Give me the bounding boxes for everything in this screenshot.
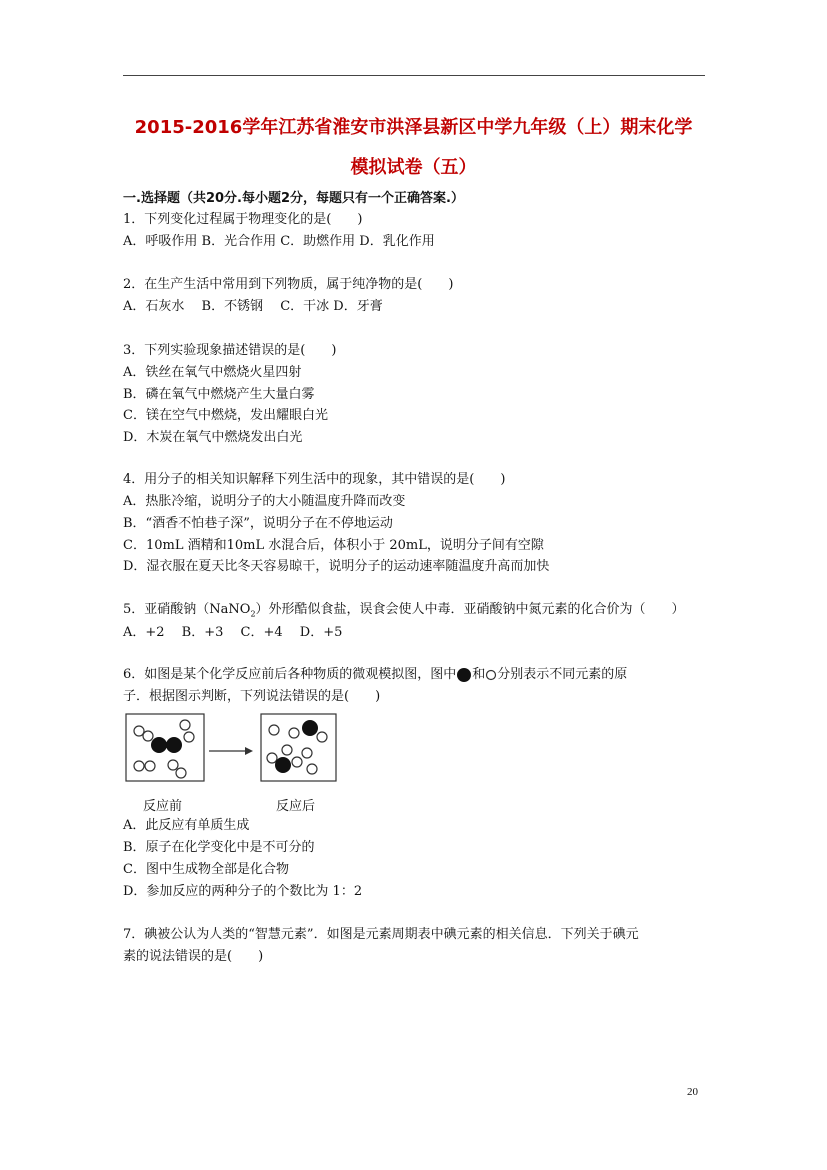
q6-stem-pre: 6．如图是某个化学反应前后各种物质的微观模拟图，图中 (123, 667, 457, 682)
caption-before-reaction: 反应前 (143, 799, 183, 814)
q5-stem (123, 601, 685, 624)
q3-stem: 3．下列实验现象描述错误的是( ) (123, 343, 337, 358)
q5-stem-sub: 2 (250, 609, 256, 619)
q1-stem: 1．下列变化过程属于物理变化的是( ) (123, 212, 363, 227)
q3-option-b: B．磷在氧气中燃烧产生大量白雾 (123, 387, 315, 402)
q6-option-d: D．参加反应的两种分子的个数比为 1：2 (123, 884, 363, 899)
q4-option-a: A．热胀冷缩，说明分子的大小随温度升降而改变 (123, 494, 406, 509)
header-rule (123, 75, 705, 76)
page-title: 2015-2016学年江苏省淮安市洪泽县新区中学九年级（上）期末化学 (134, 117, 693, 138)
q5-stem-post: ）外形酷似食盐，误食会使人中毒．亚硝酸钠中氮元素的化合价为（ ） (255, 602, 685, 617)
before-reaction-box (126, 714, 204, 781)
q4-option-c: C．10mL 酒精和10mL 水混合后，体积小于 20mL，说明分子间有空隙 (123, 538, 544, 553)
q3-option-d: D．木炭在氧气中燃烧发出白光 (123, 430, 303, 445)
q4-stem: 4．用分子的相关知识解释下列生活中的现象，其中错误的是( ) (123, 472, 506, 487)
q6-stem-line1 (123, 666, 627, 684)
q4-option-d: D．湿衣服在夏天比冬天容易晾干，说明分子的运动速率随温度升高而加快 (123, 559, 550, 574)
q6-option-a: A．此反应有单质生成 (123, 818, 250, 833)
q2-options: A．石灰水 B．不锈钢 C．干冰 D．牙膏 (123, 299, 383, 314)
reaction-diagram (125, 713, 345, 785)
q6-stem-mid: 和 (472, 667, 486, 682)
q5-stem-pre: 5．亚硝酸钠（NaNO (123, 602, 251, 617)
q1-options: A．呼吸作用 B．光合作用 C．助燃作用 D．乳化作用 (123, 234, 435, 249)
white-atom-icon (485, 669, 497, 681)
black-atom-icon (456, 667, 472, 683)
q3-option-c: C．镁在空气中燃烧，发出耀眼白光 (123, 408, 328, 423)
q2-stem: 2．在生产生活中常用到下列物质，属于纯净物的是( ) (123, 277, 454, 292)
caption-after-reaction: 反应后 (276, 799, 316, 814)
page-subtitle: 模拟试卷（五） (350, 157, 477, 178)
q5-options: A．+2 B．+3 C．+4 D．+5 (123, 625, 343, 640)
page-number: 20 (687, 1086, 698, 1098)
reaction-arrow (209, 747, 253, 755)
q6-option-c: C．图中生成物全部是化合物 (123, 862, 289, 877)
q6-option-b: B．原子在化学变化中是不可分的 (123, 840, 315, 855)
after-reaction-box (261, 714, 336, 781)
q3-option-a: A．铁丝在氧气中燃烧火星四射 (123, 365, 302, 380)
q4-option-b: B．“酒香不怕巷子深”，说明分子在不停地运动 (123, 516, 393, 531)
q6-stem-post: 分别表示不同元素的原 (497, 667, 628, 682)
section-heading: 一.选择题（共20分.每小题2分，每题只有一个正确答案.） (123, 191, 464, 206)
q7-stem-line2: 素的说法错误的是( ) (123, 949, 264, 964)
q6-stem-line2: 子．根据图示判断，下列说法错误的是( ) (123, 689, 381, 704)
q7-stem-line1: 7．碘被公认为人类的“智慧元素”．如图是元素周期表中碘元素的相关信息．下列关于碘元 (123, 927, 639, 942)
